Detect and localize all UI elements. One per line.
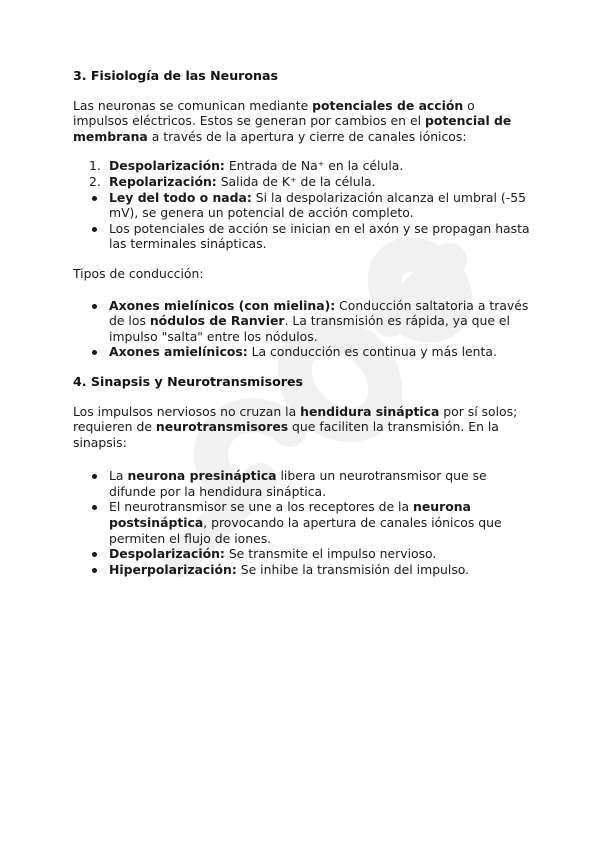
bullet-icon: [92, 552, 97, 557]
list-item: Axones mielínicos (con mielina): Conducción saltatoria a través de los nódulos de Ranvier. La transmisión es rápida, ya que el impulso "salta" entre los nódulos.: [73, 298, 533, 345]
bullet-icon: [92, 350, 97, 355]
bullet-icon: [92, 227, 97, 232]
list-item: Axones amielínicos: La conducción es continua y más lenta.: [73, 344, 533, 360]
synapse-paragraph: Los impulsos nerviosos no cruzan la hendidura sináptica por sí solos; requieren de neurotransmisores que faciliten la transmisión. En la sinapsis:: [73, 403, 518, 450]
list-item: Los potenciales de acción se inician en el axón y se propagan hasta las terminales sinápticas.: [73, 221, 533, 252]
list-item: Hiperpolarización: Se inhibe la transmisión del impulso.: [73, 562, 533, 578]
document-page: [73, 68, 533, 591]
bullet-icon: [92, 505, 97, 510]
intro-paragraph: Las neuronas se comunican mediante potenciales de acción o impulsos eléctricos. Estos se generan por cambios en el potencial de membrana a través de la apertura y cierre de canales iónicos:: [73, 97, 512, 144]
bullet-icon: [92, 474, 97, 479]
list-item: La neurona presináptica libera un neurotransmisor que se difunde por la hendidura sináptica.: [73, 468, 533, 499]
list-item: Ley del todo o nada: Si la despolarización alcanza el umbral (-55 mV), se genera un potencial de acción completo.: [73, 190, 533, 221]
conduction-label: Tipos de conducción:: [73, 265, 204, 281]
bullet-icon: [92, 304, 97, 309]
list-item: 2. Repolarización: Salida de K⁺ de la célula.: [89, 173, 376, 189]
section-heading-sinapsis: 4. Sinapsis y Neurotransmisores: [73, 373, 304, 389]
list-item: Despolarización: Se transmite el impulso nervioso.: [73, 546, 533, 562]
section-heading-fisiologia: 3. Fisiología de las Neuronas: [73, 68, 279, 83]
list-item: 1. Despolarización: Entrada de Na⁺ en la célula.: [89, 158, 404, 174]
conduction-list: [73, 298, 533, 360]
list-item: El neurotransmisor se une a los receptores de la neurona postsináptica, provocando la apertura de canales iónicos que permiten el flujo de iones.: [73, 499, 533, 546]
bullet-icon: [92, 196, 97, 201]
synapse-list: [73, 468, 533, 577]
action-potential-list: [73, 158, 533, 252]
bullet-icon: [92, 568, 97, 573]
